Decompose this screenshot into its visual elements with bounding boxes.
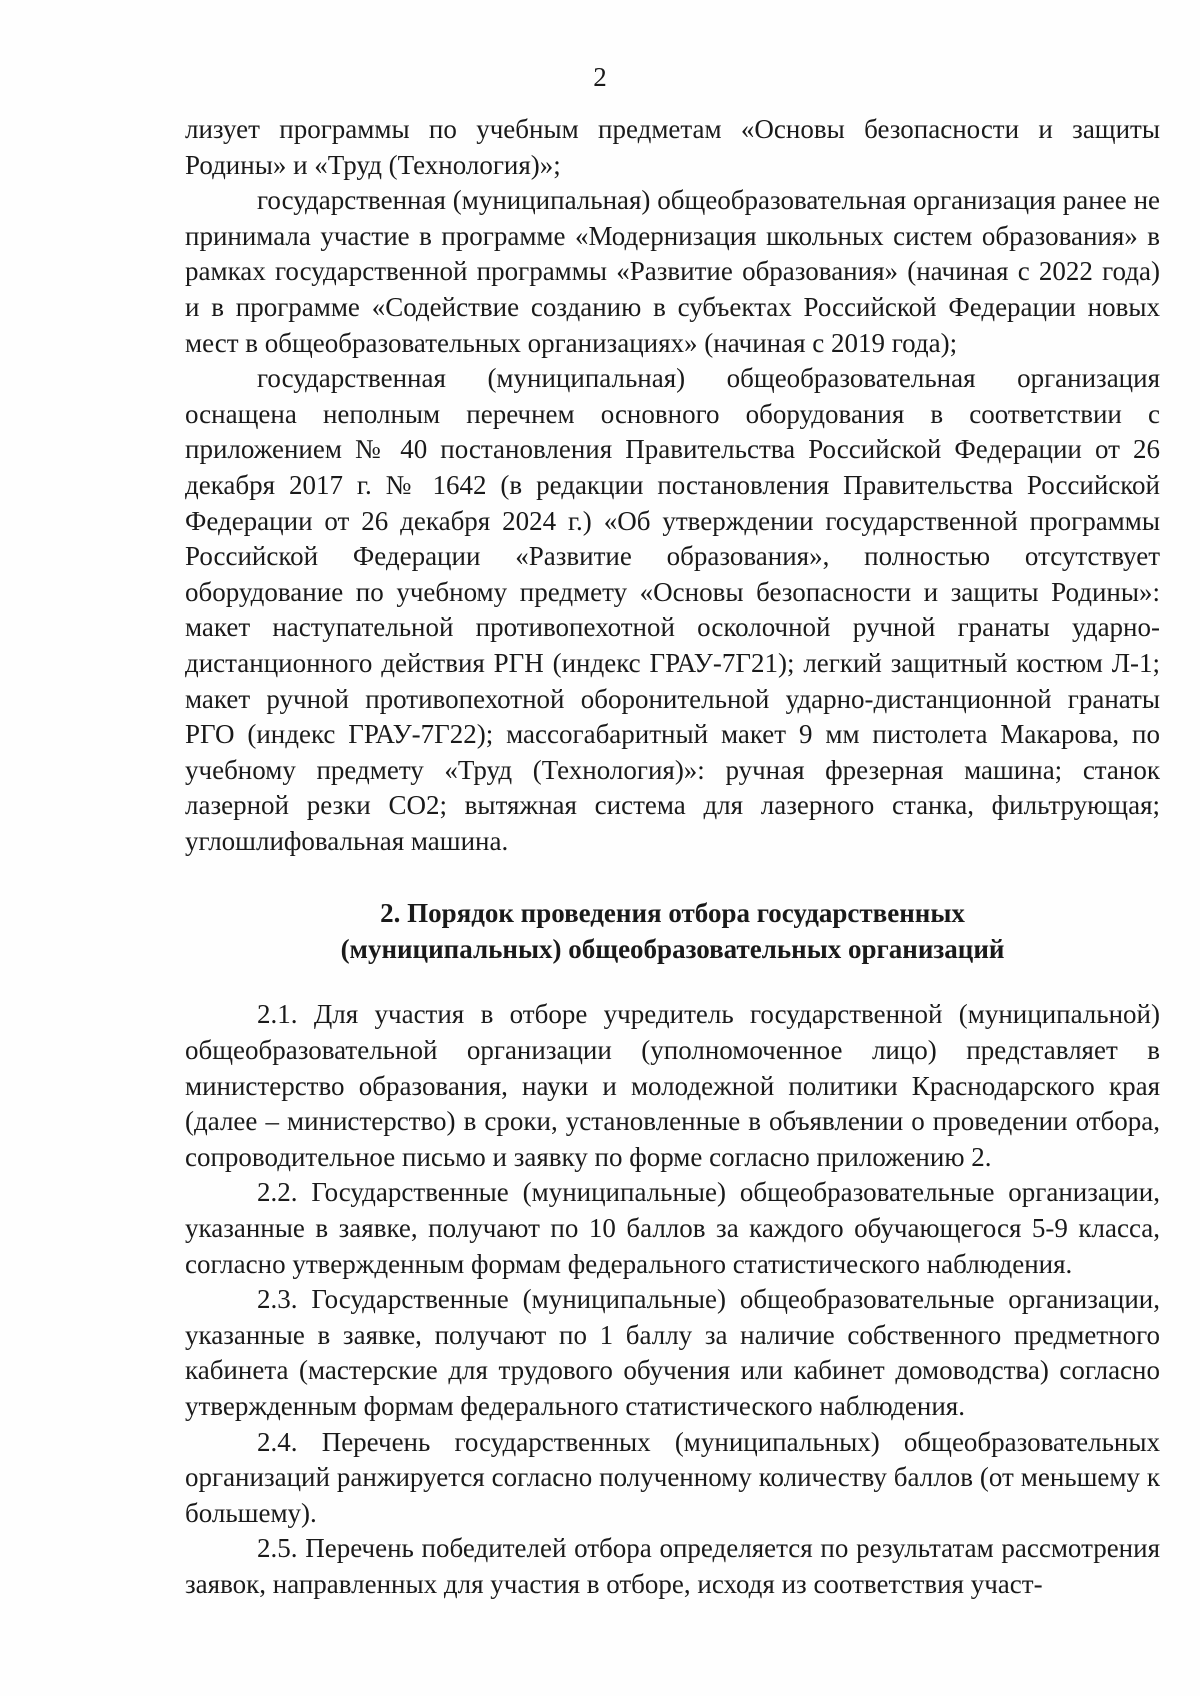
paragraph-continuation: лизует программы по учебным предметам «Основы безопасности и защиты Родины» и «Труд (Технология)»; bbox=[185, 114, 1160, 180]
paragraph-2-5: 2.5. Перечень победителей отбора определяется по результатам рассмотрения заявок, направленных для участия в отборе, исходя из соответствия участ- bbox=[185, 1533, 1160, 1599]
page-number: 2 bbox=[593, 62, 607, 92]
paragraph-2-2: 2.2. Государственные (муниципальные) общеобразовательные организации, указанные в заявке, получают по 10 баллов за каждого обучающегося 5-9 класса, согласно утвержденным формам федерального статистического наблюдения. bbox=[185, 1177, 1160, 1279]
section-heading-line-1: 2. Порядок проведения отбора государственных bbox=[380, 898, 965, 929]
paragraph-2-3: 2.3. Государственные (муниципальные) общеобразовательные организации, указанные в заявке, получают по 1 баллу за наличие собственного предметного кабинета (мастерские для трудового обучения или кабинет домоводства) согласно утвержденным формам федерального статистического наблюдения. bbox=[185, 1284, 1160, 1421]
section-heading-line-2: (муниципальных) общеобразовательных организаций bbox=[340, 934, 1005, 965]
paragraph-2-4: 2.4. Перечень государственных (муниципальных) общеобразовательных организаций ранжируется согласно полученному количеству баллов (от меньшему к большему). bbox=[185, 1426, 1160, 1528]
paragraph-criterion-equipment: государственная (муниципальная) общеобразовательная организация оснащена неполным перечнем основного оборудования в соответствии с приложением № 40 постановления Правительства Российской Федерации от 26 декабря 2017 г. № 1642 (в редакции постановления Правительства Российской Федерации от 26 декабря 2024 г.) «Об утверждении государственной программы Российской Федерации «Развитие образования», полностью отсутствует оборудование по учебному предмету «Основы безопасности и защиты Родины»: макет наступательной противопехотной осколочной ручной гранаты ударно-дистанционного действия РГН (индекс ГРАУ-7Г21); легкий защитный костюм Л-1; макет ручной противопехотной оборонительной ударно-дистанционной гранаты РГО (индекс ГРАУ-7Г22); массогабаритный макет 9 мм пистолета Макарова, по учебному предмету «Труд (Технология)»: ручная фрезерная машина; станок лазерной резки СО2; вытяжная система для лазерного станка, фильтрующая; углошлифовальная машина. bbox=[185, 363, 1160, 856]
document-body bbox=[185, 112, 1160, 1603]
paragraph-criterion-no-previous-participation: государственная (муниципальная) общеобразовательная организация ранее не принимала участие в программе «Модернизация школьных систем образования» в рамках государственной программы «Развитие образования» (начиная с 2022 года) и в программе «Содействие созданию в субъектах Российской Федерации новых мест в общеобразовательных организациях» (начиная с 2019 года); bbox=[185, 185, 1160, 358]
paragraph-2-1: 2.1. Для участия в отборе учредитель государственной (муниципальной) общеобразовательной организации (уполномоченное лицо) представляет в министерство образования, науки и молодежной политики Краснодарского края (далее – министерство) в сроки, установленные в объявлении о проведении отбора, сопроводительное письмо и заявку по форме согласно приложению 2. bbox=[185, 999, 1160, 1172]
section-heading bbox=[185, 895, 1160, 967]
